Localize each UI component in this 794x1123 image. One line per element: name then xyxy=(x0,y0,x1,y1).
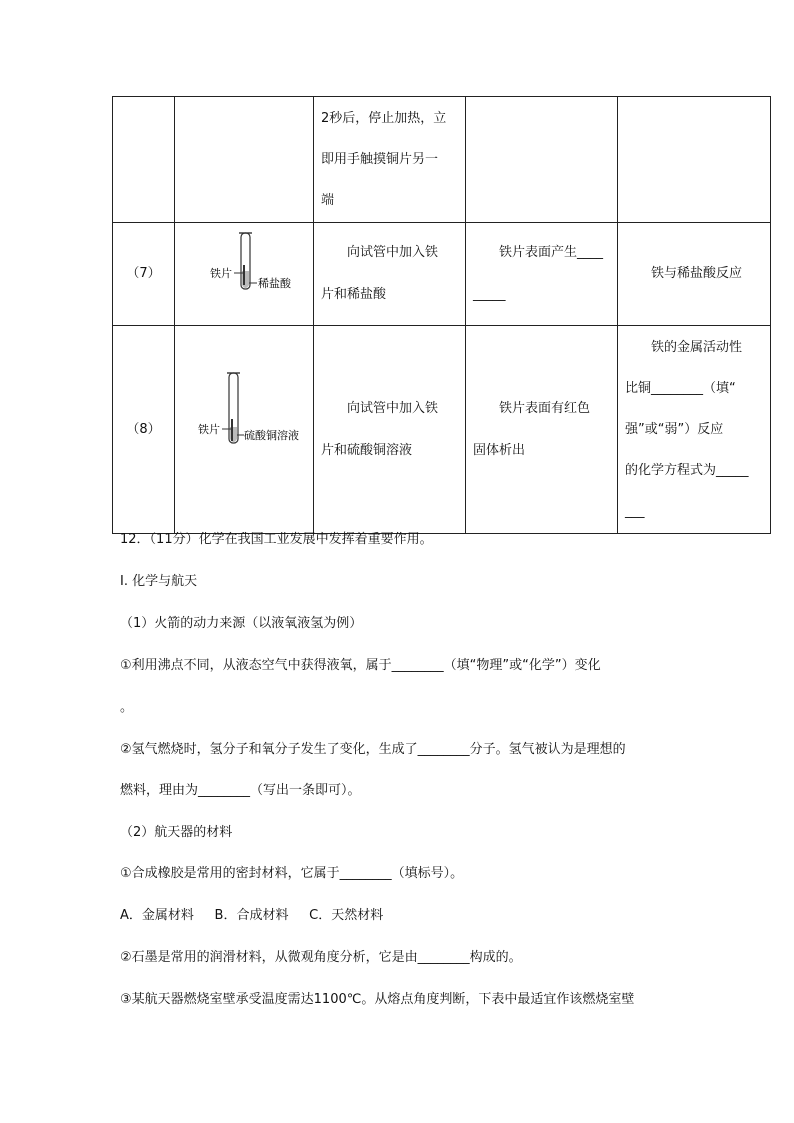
operation-line: 片和稀盐酸 xyxy=(321,287,387,302)
operation-line: 片和硫酸铜溶液 xyxy=(321,442,413,458)
diagram-cell xyxy=(175,97,314,223)
acid-label: 稀盐酸 xyxy=(258,277,291,290)
copper-sulfate-label: 硫酸铜溶液 xyxy=(244,428,299,442)
question-title: 12．（11分）化学在我国工业发展中发挥着重要作用。 xyxy=(120,532,433,547)
phenomenon-line: 铁片表面产生____ xyxy=(499,245,604,260)
table-row xyxy=(113,223,771,326)
operation-line: 端 xyxy=(321,193,335,208)
operation-line: 即用手触摸铜片另一 xyxy=(321,152,439,167)
iron-label: 铁片 xyxy=(210,267,232,280)
test-tube-diagram xyxy=(175,326,314,534)
question-text: ②石墨是常用的润滑材料，从微观角度分析，它是由________构成的。 xyxy=(120,950,522,965)
subsection-heading: （2）航天器的材料 xyxy=(120,825,233,840)
conclusion-line: 的化学方程式为_____ xyxy=(625,463,749,478)
phenomenon-line: _____ xyxy=(473,287,506,302)
phenomenon-cell xyxy=(466,223,618,326)
experiment-table xyxy=(112,96,771,534)
phenomenon-line: 铁片表面有红色 xyxy=(499,400,591,416)
question-text: ③某航天器燃烧室壁承受温度需达1100℃。从熔点角度判断，下表中最适宜作该燃烧室壁 xyxy=(120,992,635,1007)
table-row xyxy=(113,326,771,534)
operation-line: 向试管中加入铁 xyxy=(347,400,439,416)
question-text: 。 xyxy=(120,700,134,715)
conclusion-cell xyxy=(618,326,771,534)
operation-cell xyxy=(314,97,466,223)
phenomenon-cell xyxy=(466,97,618,223)
conclusion-text: 铁与稀盐酸反应 xyxy=(651,266,743,281)
question-text: ①合成橡胶是常用的密封材料，它属于________（填标号）。 xyxy=(120,866,464,881)
row-number-cell xyxy=(113,97,175,223)
question-text: 燃料，理由为________（写出一条即可）。 xyxy=(120,783,361,798)
question-text: ①利用沸点不同，从液态空气中获得液氧，属于________（填“物理”或“化学”）变化 xyxy=(120,658,601,673)
operation-cell xyxy=(314,223,466,326)
test-tube-diagram xyxy=(175,223,314,326)
phenomenon-cell xyxy=(466,326,618,534)
iron-label: 铁片 xyxy=(198,422,220,436)
row-number: （7） xyxy=(113,223,175,326)
phenomenon-line: 固体析出 xyxy=(473,442,526,458)
conclusion-line: ___ xyxy=(625,504,645,519)
row-number: （8） xyxy=(113,326,175,534)
operation-line: 向试管中加入铁 xyxy=(347,245,439,260)
table-row xyxy=(113,97,771,223)
conclusion-line: 强”或“弱”）反应 xyxy=(625,422,724,437)
question-text: ②氢气燃烧时，氢分子和氧分子发生了变化，生成了________分子。氢气被认为是理想的 xyxy=(120,742,626,757)
subsection-heading: （1）火箭的动力来源（以液氧液氢为例） xyxy=(120,616,363,631)
conclusion-cell xyxy=(618,223,771,326)
answer-options: A．金属材料 B．合成材料 C．天然材料 xyxy=(120,908,384,923)
operation-cell xyxy=(314,326,466,534)
conclusion-line: 比铜________（填“ xyxy=(625,381,736,396)
section-heading: Ⅰ. 化学与航天 xyxy=(120,574,198,589)
conclusion-cell xyxy=(618,97,771,223)
conclusion-line: 铁的金属活动性 xyxy=(651,340,743,355)
operation-line: 2秒后，停止加热，立 xyxy=(321,111,447,126)
